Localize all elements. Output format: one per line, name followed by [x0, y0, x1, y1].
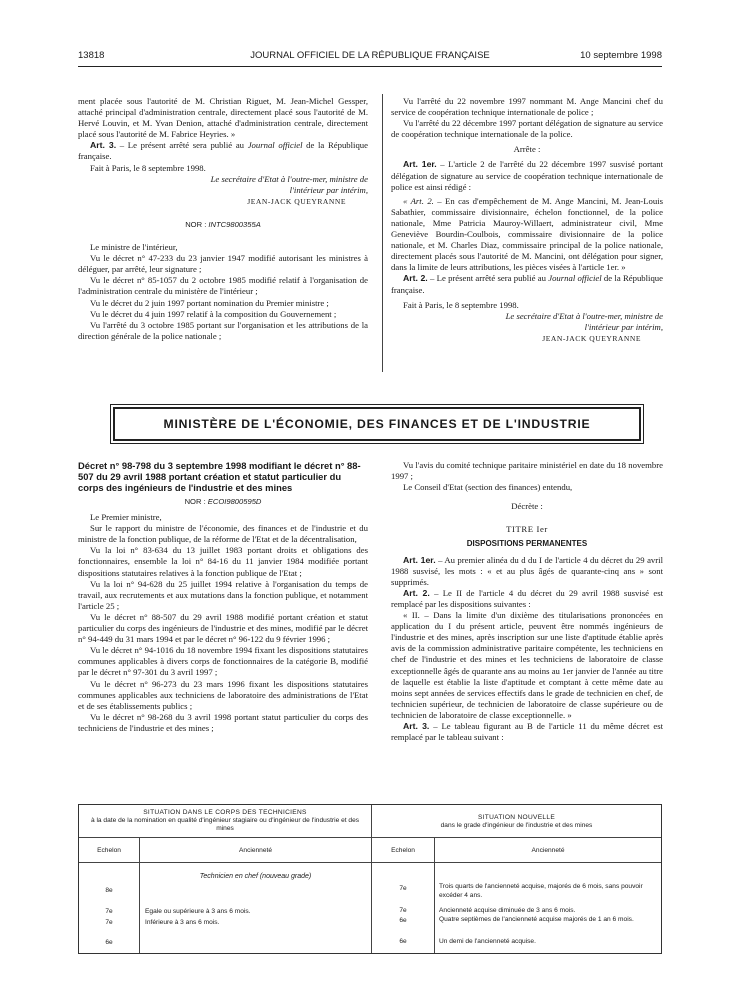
left-bottom-column — [78, 460, 368, 734]
visa: Vu la loi n° 94-628 du 25 juillet 1994 relative à l'organisation du temps de travail, aux recrutements et aux mutations dans la fonction publique, et notamment l'article 25 ; — [78, 578, 368, 611]
header-rule — [78, 66, 662, 67]
left-top-column — [78, 96, 368, 342]
visa: Vu la loi n° 83-634 du 13 juillet 1983 portant droits et obligations des fonctionnaires, ensemble la loi n° 84-16 du 11 janvier 1984 modifiée portant dispositions statutaires relatives à la fonction publique de l'Etat ; — [78, 545, 368, 578]
right-header-sub: dans le grade d'ingénieur de l'industrie et des mines — [440, 822, 593, 829]
article-text: – Le II de l'article 4 du décret du 29 avril 1988 susvisé est remplacé par les dispositions suivantes : — [391, 587, 663, 609]
table-rule — [79, 862, 661, 863]
article-label: Art. 3. — [90, 140, 117, 151]
left-header-title: SITUATION DANS LE CORPS DES TECHNICIENS — [143, 809, 307, 816]
fait-line: Fait à Paris, le 8 septembre 1998. — [90, 162, 206, 173]
fait-line: Fait à Paris, le 8 septembre 1998. — [403, 299, 519, 310]
table-cell: 7e — [105, 919, 113, 926]
article-label: Art. 1er. — [403, 159, 437, 170]
signature-name: JEAN-JACK QUEYRANNE — [542, 333, 641, 343]
decrete: Décrète : — [511, 501, 543, 512]
table-cell: Un demi de l'ancienneté acquise. — [439, 938, 536, 945]
journal-title: JOURNAL OFFICIEL DE LA RÉPUBLIQUE FRANÇAISE — [250, 50, 490, 61]
table-cell: 7e — [399, 907, 407, 914]
signature-title: Le secrétaire d'Etat à l'outre-mer, ministre de l'intérieur par intérim, — [210, 173, 368, 195]
table-cell: Inférieure à 3 ans 6 mois. — [145, 919, 220, 926]
signature-title: Le secrétaire d'Etat à l'outre-mer, ministre de l'intérieur par intérim, — [505, 310, 663, 332]
header-date: 10 septembre 1998 — [580, 50, 662, 61]
right-bottom-column — [391, 460, 663, 743]
article-text: – Le présent arrêté sera publié au — [427, 273, 549, 284]
quote-text: – En cas d'empêchement de M. Ange Mancini, M. Jean-Louis Sabathier, commissaire divisionnaire, échelon fonctionnel, de la police nationale, Mme Patricia Mauroy-Willaert, administrateur civil, Mme Geneviève Bourdin-Coulbois, commissaire divisionnaire de la police nationale, et M. Charles Diaz, commissaire principal de la police nationale, directement placés sous l'autorité de M. Mancini, ont délégation pour signer, dans la limite de leurs attributions, les pièces visées à l'article 1er. » — [391, 195, 663, 273]
table-cell: 7e — [399, 885, 407, 892]
nor-code: INTC9800355A — [208, 219, 261, 229]
table-rule — [139, 837, 140, 953]
nor-label: NOR : — [184, 497, 208, 506]
article-text: – Au premier alinéa du d du I de l'article 4 du décret du 29 avril 1988 susvisé, les mots : « et au plus âgés de quarante-cinq ans » sont supprimés. — [391, 554, 663, 587]
col-anciennete: Ancienneté — [531, 847, 565, 854]
visa: Vu l'arrêté du 22 décembre 1997 portant délégation de signature au service de coopération technique internationale de la police. — [391, 118, 663, 140]
table-cell: 6e — [105, 939, 113, 946]
grading-table — [78, 804, 662, 954]
titre: TITRE Ier — [506, 524, 548, 535]
col-anciennete: Ancienneté — [239, 847, 272, 854]
col-echelon: Echelon — [97, 847, 121, 854]
journal-name: Journal officiel — [247, 140, 303, 151]
table-cell: Quatre septièmes de l'ancienneté acquise majorés de 1 an 6 mois. — [439, 916, 634, 923]
article-text: – L'article 2 de l'arrêté du 22 décembre 1997 susvisé portant délégation de signature au service de coopération technique internationale de police est ainsi rédigé : — [391, 159, 663, 192]
visa: Vu le décret n° 98-268 du 3 avril 1998 portant statut particulier du corps des techniciens de l'industrie et des mines ; — [78, 711, 368, 733]
visa: Vu le décret n° 85-1057 du 2 octobre 1985 modifié relatif à l'organisation de l'administration centrale du ministère de l'intérieur ; — [78, 275, 368, 297]
journal-name: Journal officiel — [548, 273, 602, 284]
table-cell: Trois quarts de l'ancienneté acquise, majorés de 6 mois, sans pouvoir excéder 4 ans. — [439, 883, 643, 899]
quote-article: « Art. 2. — [403, 195, 434, 206]
visa: Vu le décret n° 88-507 du 29 avril 1988 modifié portant création et statut particulier du corps des ingénieurs de l'industrie et des mines, modifié par le décret n° 94-449 du 31 mars 1994 et par le décret n° 96-122 du 9 février 1996 ; — [78, 611, 368, 645]
visa: Vu le décret n° 96-273 du 23 mars 1996 fixant les dispositions statutaires communes applicables aux techniciens de laboratoire des administrations de l'Etat et de ses établissements publics ; — [78, 678, 368, 711]
quote-text: « II. – Dans la limite d'un dixième des titularisations prononcées en application du I du présent article, peuvent être nommés ingénieurs de l'industrie et des mines, après inscription sur une liste d'aptitude établie après avis de la commission administrative paritaire compétente, les techniciens en chef de l'industrie et des mines et les techniciens de laboratoire de classe exceptionnelle âgés de quarante ans au moins au 1er janvier de l'année au titre de laquelle est établie la liste d'aptitude et comptant à cette même date au moins sept années de services effectifs dans le grade de technicien en chef, de technicien supérieur, de technicien de laboratoire de classe supérieure ou de technicien de laboratoire de classe exceptionnelle. » — [391, 610, 663, 720]
table-cell: Ancienneté acquise diminuée de 3 ans 6 mois. — [439, 907, 576, 914]
visa: Vu le décret du 2 juin 1997 portant nomination du Premier ministre ; — [90, 297, 329, 308]
ministre: Le ministre de l'intérieur, — [90, 242, 178, 253]
page-number: 13818 — [78, 50, 105, 61]
signature-name: JEAN-JACK QUEYRANNE — [247, 196, 346, 206]
visa: Vu le décret n° 47-233 du 23 janvier 1947 modifié autorisant les ministres à déléguer, par arrêté, leur signature ; — [78, 253, 368, 275]
table-cell: 6e — [399, 917, 407, 924]
article-text: – Le tableau figurant au B de l'article 11 du même décret est remplacé par le tableau suivant : — [391, 720, 663, 743]
article-text-end: de la République française. — [391, 273, 664, 295]
visa: Le Conseil d'Etat (section des finances) entendu, — [403, 482, 573, 493]
nor-label: NOR : — [185, 219, 209, 229]
column-divider — [382, 94, 383, 372]
table-cell: 6e — [399, 938, 407, 945]
visa: Vu l'arrêté du 3 octobre 1985 portant sur l'organisation et les attributions de la direction générale de la police nationale ; — [78, 319, 368, 341]
article-label: Art. 2. — [403, 587, 430, 598]
nor-code: ECOI9800595D — [207, 497, 262, 506]
table-cell: 7e — [105, 908, 113, 915]
right-header-title: SITUATION NOUVELLE — [477, 814, 556, 821]
dispositions-heading: DISPOSITIONS PERMANENTES — [466, 539, 588, 549]
visa: Vu l'arrêté du 22 novembre 1997 nommant M. Ange Mancini chef du service de coopération technique internationale de police ; — [391, 96, 663, 118]
arrete: Arrête : — [513, 144, 541, 155]
ministry-title: MINISTÈRE DE L'ÉCONOMIE, DES FINANCES ET DE L'INDUSTRIE — [163, 417, 591, 431]
article-label: Art. 2. — [403, 273, 428, 284]
left-header-sub: à la date de la nomination en qualité d'ingénieur stagiaire ou d'ingénieur de l'industrie et des mines — [90, 817, 360, 832]
rapport: Sur le rapport du ministre de l'économie, des finances et de l'industrie et du ministre de la fonction publique, de la réforme de l'Etat et de la décentralisation, — [78, 523, 368, 545]
article-text: – Le présent arrêté sera publié au — [116, 140, 248, 151]
article-text-end: de la République française. — [78, 140, 369, 162]
paragraph: ment placée sous l'autorité de M. Christian Riguet, M. Jean-Michel Gessper, attaché principal d'administration centrale, directement placé sous l'autorité de M. Hervé Louvin, et M. Yvan Denion, attaché d'administration centrale, directement placé sous l'autorité de M. Fabrice Heyries. » — [78, 96, 368, 140]
table-cell: 8e — [105, 887, 113, 894]
visa: Vu le décret du 4 juin 1997 relatif à la composition du Gouvernement ; — [90, 308, 337, 319]
premier-ministre: Le Premier ministre, — [90, 512, 162, 523]
col-echelon: Echelon — [391, 847, 415, 854]
article-label: Art. 3. — [403, 720, 430, 731]
table-rule — [434, 837, 435, 953]
ministry-banner — [113, 407, 641, 441]
section-label: Technicien en chef (nouveau grade) — [199, 873, 312, 880]
visa: Vu l'avis du comité technique paritaire ministériel en date du 18 novembre 1997 ; — [391, 460, 663, 482]
table-cell: Egale ou supérieure à 3 ans 6 mois. — [145, 908, 251, 915]
table-rule — [79, 837, 661, 838]
article-label: Art. 1er. — [403, 554, 436, 565]
decree-title: Décret n° 98-798 du 3 septembre 1998 modifiant le décret n° 88-507 du 29 avril 1988 portant création et statut particulier du corps des ingénieurs de l'industrie et des mines — [78, 460, 361, 493]
right-top-column — [391, 96, 663, 344]
visa: Vu le décret n° 94-1016 du 18 novembre 1994 fixant les dispositions statutaires communes applicables à divers corps de fonctionnaires de la catégorie B, modifié par le décret n° 97-301 du 3 avril 1997 ; — [78, 645, 368, 678]
